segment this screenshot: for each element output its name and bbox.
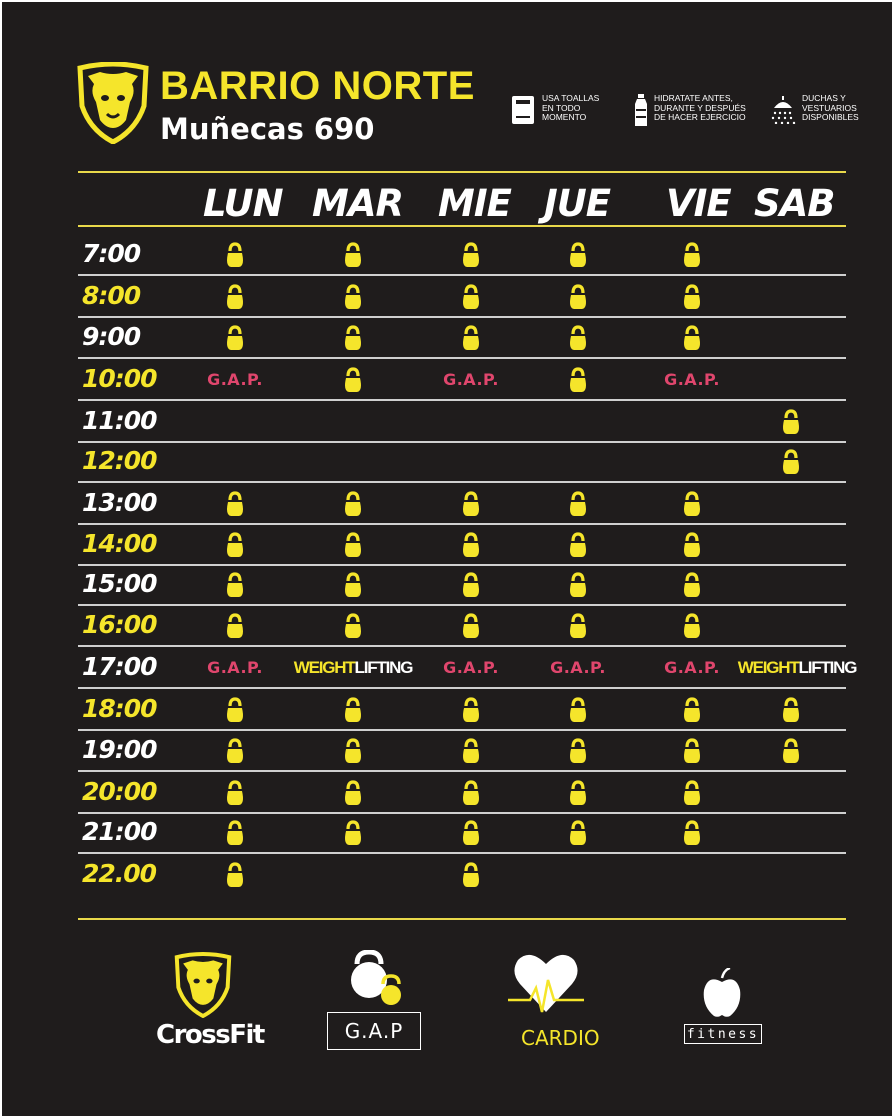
schedule-row <box>78 773 846 814</box>
cardio-label: CARDIO <box>521 1026 600 1050</box>
kettlebell-icon <box>225 284 245 310</box>
time-label: 17:00 <box>82 652 157 681</box>
kettlebell-icon <box>781 449 801 475</box>
kettlebell-icon <box>682 572 702 598</box>
kettlebell-icon <box>225 532 245 558</box>
schedule-row <box>78 648 857 689</box>
kettlebell-icon <box>343 532 363 558</box>
kettlebell-icon <box>461 242 481 268</box>
kettlebell-icon <box>781 409 801 435</box>
row-separator <box>78 399 846 401</box>
kettlebell-icon <box>441 606 501 645</box>
towel-info-text: USA TOALLAS EN TODO MOMENTO <box>542 93 600 122</box>
gap-class-label: G.A.P. <box>550 658 606 677</box>
time-label: 18:00 <box>82 694 157 723</box>
kettlebell-icon <box>323 235 383 274</box>
kettlebell-icon <box>662 277 722 316</box>
apple-icon <box>702 968 742 1018</box>
kettlebell-icon <box>205 277 265 316</box>
gap-class-label: G.A.P. <box>443 370 499 389</box>
schedule-row <box>78 813 846 854</box>
time-label: 8:00 <box>82 281 141 310</box>
kettlebell-icon <box>461 820 481 846</box>
kettlebell-icon <box>225 613 245 639</box>
kettlebell-icon <box>441 565 501 604</box>
time-label: 20:00 <box>82 777 157 806</box>
schedule-poster <box>2 2 892 1116</box>
schedule-row <box>78 690 846 731</box>
kettlebell-icon <box>205 235 265 274</box>
gap-class-cell <box>431 648 511 687</box>
hydrate-info <box>634 94 746 128</box>
kettlebell-icon <box>205 773 265 812</box>
schedule-row <box>78 277 846 318</box>
kettlebell-icon <box>323 565 383 604</box>
kettlebell-icon <box>225 780 245 806</box>
day-sab: SAB <box>754 182 835 225</box>
time-label: 21:00 <box>82 817 157 846</box>
weightlifting-class-label: WEIGHTLIFTING <box>737 657 857 677</box>
kettlebell-icon <box>323 277 383 316</box>
kettlebell-icon <box>343 284 363 310</box>
kettlebell-icon <box>323 731 383 770</box>
kettlebell-icon <box>225 862 245 888</box>
row-separator <box>78 645 846 647</box>
kettlebell-icon <box>461 532 481 558</box>
kettlebell-icon <box>225 820 245 846</box>
kettlebell-icon <box>548 606 608 645</box>
gap-class-cell <box>652 360 732 399</box>
kettlebell-icon <box>461 738 481 764</box>
row-separator <box>78 852 846 854</box>
kettlebell-icon <box>662 606 722 645</box>
kettlebell-icon <box>682 325 702 351</box>
shower-info <box>770 94 859 124</box>
kettlebell-icon <box>343 738 363 764</box>
kettlebell-icon <box>343 242 363 268</box>
kettlebell-icon <box>343 572 363 598</box>
day-mar: MAR <box>312 182 403 225</box>
kettlebell-icon <box>662 525 722 564</box>
gap-class-cell <box>195 360 275 399</box>
kettlebell-icon <box>461 697 481 723</box>
schedule-row <box>78 484 846 525</box>
kettlebell-icon <box>225 572 245 598</box>
kettlebell-icon <box>205 525 265 564</box>
day-jue: JUE <box>544 182 611 225</box>
time-label: 19:00 <box>82 735 157 764</box>
kettlebell-icon <box>682 532 702 558</box>
kettlebell-icon <box>548 773 608 812</box>
kettlebell-icon <box>761 690 821 729</box>
kettlebell-icon <box>205 484 265 523</box>
kettlebell-icon <box>323 813 383 852</box>
schedule-row <box>78 606 846 647</box>
kettlebell-icon <box>548 525 608 564</box>
time-label: 12:00 <box>82 446 157 475</box>
kettlebell-icon <box>343 613 363 639</box>
day-vie: VIE <box>666 182 731 225</box>
shower-info-text: DUCHAS Y VESTUARIOS DISPONIBLES <box>802 93 859 122</box>
time-label: 22.00 <box>82 859 157 888</box>
kettlebell-icon <box>568 242 588 268</box>
kettlebell-icon <box>205 565 265 604</box>
schedule-row <box>78 442 846 483</box>
kettlebell-icon <box>225 491 245 517</box>
kettlebell-icon <box>548 690 608 729</box>
kettlebell-icon <box>548 813 608 852</box>
shower-icon <box>770 94 796 124</box>
kettlebell-icon <box>441 235 501 274</box>
time-label: 9:00 <box>82 322 141 351</box>
kettlebell-icon <box>568 367 588 393</box>
weightlifting-class-cell <box>737 648 857 687</box>
kettlebell-icon <box>568 738 588 764</box>
kettlebell-icon <box>441 318 501 357</box>
kettlebell-icon <box>662 690 722 729</box>
kettlebell-icon <box>761 402 821 441</box>
kettlebell-icon <box>441 525 501 564</box>
gap-class-label: G.A.P. <box>664 658 720 677</box>
kettlebell-icon <box>662 773 722 812</box>
rhino-shield-logo-icon <box>74 62 152 144</box>
row-separator <box>78 274 846 276</box>
gap-kettlebells-icon <box>347 950 403 1006</box>
kettlebell-icon <box>205 813 265 852</box>
kettlebell-icon <box>461 780 481 806</box>
kettlebell-icon <box>205 606 265 645</box>
schedule-row <box>78 402 846 443</box>
kettlebell-icon <box>461 325 481 351</box>
kettlebell-icon <box>441 731 501 770</box>
time-label: 7:00 <box>82 239 141 268</box>
time-label: 14:00 <box>82 529 157 558</box>
day-mie: MIE <box>438 182 511 225</box>
kettlebell-icon <box>682 697 702 723</box>
kettlebell-icon <box>225 325 245 351</box>
gap-class-label: G.A.P. <box>443 658 499 677</box>
kettlebell-icon <box>343 325 363 351</box>
gap-label: G.A.P <box>327 1012 421 1050</box>
crossfit-label: CrossFit <box>156 1020 264 1050</box>
towel-info <box>510 94 599 126</box>
kettlebell-icon <box>662 235 722 274</box>
gap-class-label: G.A.P. <box>207 658 263 677</box>
kettlebell-icon <box>548 360 608 399</box>
kettlebell-icon <box>548 731 608 770</box>
kettlebell-icon <box>225 738 245 764</box>
kettlebell-icon <box>441 690 501 729</box>
gap-class-cell <box>431 360 511 399</box>
kettlebell-icon <box>461 613 481 639</box>
kettlebell-icon <box>682 780 702 806</box>
time-label: 16:00 <box>82 610 157 639</box>
kettlebell-icon <box>323 525 383 564</box>
water-bottle-icon <box>634 94 648 128</box>
kettlebell-icon <box>761 442 821 481</box>
schedule-row <box>78 731 846 772</box>
kettlebell-icon <box>548 484 608 523</box>
page-title: BARRIO NORTE <box>160 64 475 108</box>
kettlebell-icon <box>225 242 245 268</box>
kettlebell-icon <box>205 318 265 357</box>
kettlebell-icon <box>662 318 722 357</box>
kettlebell-icon <box>343 820 363 846</box>
kettlebell-icon <box>568 697 588 723</box>
kettlebell-icon <box>323 318 383 357</box>
time-label: 15:00 <box>82 569 157 598</box>
kettlebell-icon <box>441 813 501 852</box>
kettlebell-icon <box>781 738 801 764</box>
kettlebell-icon <box>441 277 501 316</box>
kettlebell-icon <box>323 484 383 523</box>
time-label: 11:00 <box>82 406 157 435</box>
kettlebell-icon <box>682 284 702 310</box>
towel-icon <box>510 94 536 126</box>
kettlebell-icon <box>568 780 588 806</box>
kettlebell-icon <box>781 697 801 723</box>
schedule-row <box>78 565 846 606</box>
footer-line <box>78 918 846 920</box>
kettlebell-icon <box>343 367 363 393</box>
kettlebell-icon <box>568 820 588 846</box>
kettlebell-icon <box>761 731 821 770</box>
kettlebell-icon <box>682 613 702 639</box>
schedule-row <box>78 360 846 401</box>
kettlebell-icon <box>682 491 702 517</box>
row-separator <box>78 357 846 359</box>
crossfit-logo-icon <box>172 952 234 1018</box>
kettlebell-icon <box>205 690 265 729</box>
address: Muñecas 690 <box>160 112 375 146</box>
gap-class-label: G.A.P. <box>664 370 720 389</box>
day-lun: LUN <box>203 182 283 225</box>
kettlebell-icon <box>568 572 588 598</box>
gap-class-label: G.A.P. <box>207 370 263 389</box>
kettlebell-icon <box>461 862 481 888</box>
kettlebell-icon <box>662 484 722 523</box>
fitness-label: fitness <box>684 1024 762 1044</box>
kettlebell-icon <box>343 697 363 723</box>
kettlebell-icon <box>461 284 481 310</box>
kettlebell-icon <box>323 773 383 812</box>
kettlebell-icon <box>441 484 501 523</box>
row-separator <box>78 687 846 689</box>
kettlebell-icon <box>682 242 702 268</box>
kettlebell-icon <box>568 613 588 639</box>
kettlebell-icon <box>225 697 245 723</box>
kettlebell-icon <box>662 565 722 604</box>
kettlebell-icon <box>568 325 588 351</box>
hydrate-info-text: HIDRATATE ANTES, DURANTE Y DESPUÉS DE HACER EJERCICIO <box>654 93 746 122</box>
kettlebell-icon <box>323 606 383 645</box>
row-separator <box>78 481 846 483</box>
kettlebell-icon <box>682 820 702 846</box>
kettlebell-icon <box>568 284 588 310</box>
kettlebell-icon <box>568 491 588 517</box>
gap-class-cell <box>538 648 618 687</box>
weightlifting-class-cell <box>293 648 413 687</box>
kettlebell-icon <box>548 565 608 604</box>
kettlebell-icon <box>461 572 481 598</box>
kettlebell-icon <box>441 855 501 894</box>
header-bottom-line <box>78 225 846 227</box>
kettlebell-icon <box>441 773 501 812</box>
weightlifting-class-label: WEIGHTLIFTING <box>293 657 413 677</box>
gap-class-cell <box>652 648 732 687</box>
kettlebell-icon <box>662 731 722 770</box>
kettlebell-icon <box>548 235 608 274</box>
kettlebell-icon <box>323 360 383 399</box>
kettlebell-icon <box>548 318 608 357</box>
kettlebell-icon <box>461 491 481 517</box>
schedule-row <box>78 318 846 359</box>
kettlebell-icon <box>568 532 588 558</box>
schedule-row <box>78 855 846 896</box>
schedule-row <box>78 235 846 276</box>
time-label: 10:00 <box>82 364 157 393</box>
header-top-line <box>78 171 846 173</box>
cardio-heart-icon <box>508 950 584 1022</box>
kettlebell-icon <box>205 731 265 770</box>
row-separator <box>78 770 846 772</box>
kettlebell-icon <box>205 855 265 894</box>
time-label: 13:00 <box>82 488 157 517</box>
kettlebell-icon <box>548 277 608 316</box>
kettlebell-icon <box>662 813 722 852</box>
kettlebell-icon <box>682 738 702 764</box>
kettlebell-icon <box>343 491 363 517</box>
gap-class-cell <box>195 648 275 687</box>
kettlebell-icon <box>323 690 383 729</box>
kettlebell-icon <box>343 780 363 806</box>
schedule-row <box>78 525 846 566</box>
